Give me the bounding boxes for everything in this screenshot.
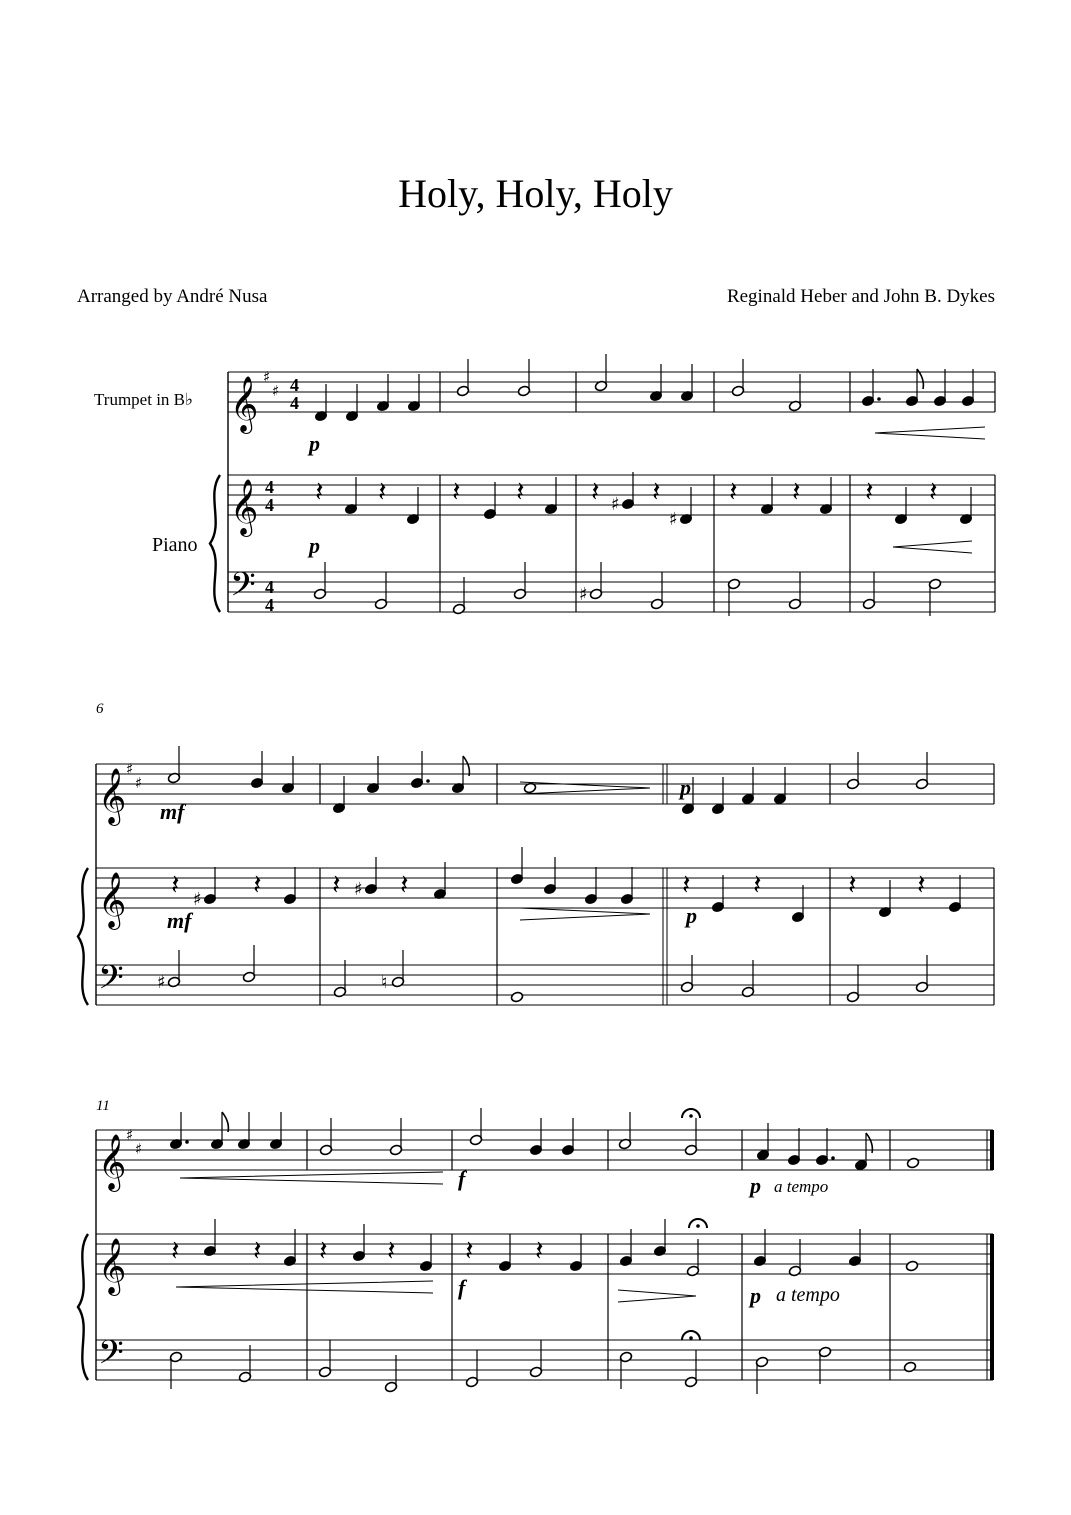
bass-clef: 𝄢	[98, 959, 124, 1005]
tempo-text-trumpet: a tempo	[774, 1177, 829, 1196]
dynamic-p-trumpet-15: p	[750, 1173, 761, 1198]
key-sharp: ♯	[126, 1126, 134, 1144]
accidental: ♮	[381, 972, 388, 993]
quarter-rest: 𝄽	[378, 475, 387, 508]
key-sharp: ♯	[135, 774, 143, 792]
dynamic-p-piano-9: p	[686, 903, 697, 928]
quarter-rest: 𝄽	[729, 475, 738, 508]
measure-number-6: 6	[96, 701, 104, 717]
dynamic-f-trumpet-13: f	[458, 1166, 466, 1191]
quarter-rest: 𝄽	[865, 475, 874, 508]
quarter-rest: 𝄽	[591, 475, 600, 508]
note-head	[905, 1260, 918, 1272]
quarter-rest: 𝄽	[171, 1234, 180, 1267]
treble-clef: 𝄞	[98, 1134, 127, 1190]
note-head	[903, 1361, 916, 1373]
measure-number-11: 11	[96, 1098, 110, 1114]
quarter-rest: 𝄽	[315, 475, 324, 508]
time-sig-num-piano-bass: 4	[265, 577, 274, 597]
accidental: ♯	[611, 494, 620, 515]
quarter-rest: 𝄽	[319, 1234, 328, 1267]
dynamic-mf-piano-6: mf	[167, 908, 192, 933]
note-flag	[463, 756, 469, 776]
note-dot	[426, 779, 430, 783]
crescendo	[893, 541, 972, 553]
dynamic-f-piano-13: f	[458, 1275, 466, 1300]
page-title: Holy, Holy, Holy	[398, 171, 673, 216]
instrument-label-trumpet: Trumpet in B♭	[94, 390, 194, 409]
dynamic-p-trumpet-1: p	[309, 431, 320, 456]
accidental: ♯	[354, 879, 363, 900]
composer-credit: Reginald Heber and John B. Dykes	[726, 286, 995, 307]
quarter-rest: 𝄽	[652, 475, 661, 508]
treble-clef: 𝄞	[230, 479, 259, 535]
note-dot	[185, 1140, 189, 1144]
treble-clef: 𝄞	[98, 1238, 127, 1294]
quarter-rest: 𝄽	[753, 868, 762, 901]
time-sig-den-piano-treble: 4	[265, 495, 274, 515]
accidental: ♯	[579, 584, 588, 605]
crescendo	[875, 427, 985, 439]
quarter-rest: 𝄽	[917, 868, 926, 901]
bass-clef: 𝄢	[230, 566, 256, 612]
time-sig-den-piano-bass: 4	[265, 595, 274, 615]
dynamic-p-piano-1: p	[309, 533, 320, 558]
note-flag	[222, 1112, 228, 1132]
crescendo	[176, 1281, 433, 1293]
dynamic-mf-trumpet-6: mf	[160, 799, 185, 824]
piano-brace	[210, 475, 220, 612]
note-dot	[877, 397, 881, 401]
quarter-rest: 𝄽	[516, 475, 525, 508]
key-sharp: ♯	[272, 382, 280, 400]
note-head	[906, 1157, 919, 1169]
accidental: ♯	[193, 889, 202, 910]
quarter-rest: 𝄽	[332, 868, 341, 901]
instrument-label-piano: Piano	[152, 534, 198, 556]
dynamic-p-piano-15: p	[750, 1283, 761, 1308]
accidental: ♯	[669, 509, 678, 530]
diminuendo	[618, 1290, 696, 1302]
key-sharp: ♯	[126, 760, 134, 778]
quarter-rest: 𝄽	[929, 475, 938, 508]
fermata-dot	[689, 1114, 693, 1118]
quarter-rest: 𝄽	[792, 475, 801, 508]
key-sharp: ♯	[135, 1140, 143, 1158]
quarter-rest: 𝄽	[465, 1234, 474, 1267]
treble-clef: 𝄞	[230, 376, 259, 432]
piano-brace	[78, 1234, 88, 1380]
quarter-rest: 𝄽	[535, 1234, 544, 1267]
crescendo	[180, 1172, 443, 1184]
quarter-rest: 𝄽	[452, 475, 461, 508]
quarter-rest: 𝄽	[253, 1234, 262, 1267]
quarter-rest: 𝄽	[400, 868, 409, 901]
accidental: ♯	[157, 972, 166, 993]
quarter-rest: 𝄽	[171, 868, 180, 901]
quarter-rest: 𝄽	[682, 868, 691, 901]
time-sig-den-trumpet: 4	[290, 393, 299, 413]
key-sharp: ♯	[263, 368, 271, 386]
treble-clef: 𝄞	[98, 872, 127, 928]
note-head	[510, 991, 523, 1003]
fermata-dot	[689, 1336, 693, 1340]
note-dot	[831, 1156, 835, 1160]
tempo-text-piano: a tempo	[776, 1284, 840, 1306]
arranger-credit: Arranged by André Nusa	[77, 286, 268, 307]
dynamic-p-trumpet-9: p	[680, 775, 691, 800]
time-sig-num-piano-treble: 4	[265, 477, 274, 497]
bass-clef: 𝄢	[98, 1334, 124, 1380]
treble-clef: 𝄞	[98, 768, 127, 824]
piano-brace	[78, 868, 88, 1005]
diminuendo	[520, 908, 650, 920]
fermata-dot	[696, 1224, 700, 1228]
quarter-rest: 𝄽	[848, 868, 857, 901]
quarter-rest: 𝄽	[253, 868, 262, 901]
time-sig-num-trumpet: 4	[290, 375, 299, 395]
quarter-rest: 𝄽	[387, 1234, 396, 1267]
